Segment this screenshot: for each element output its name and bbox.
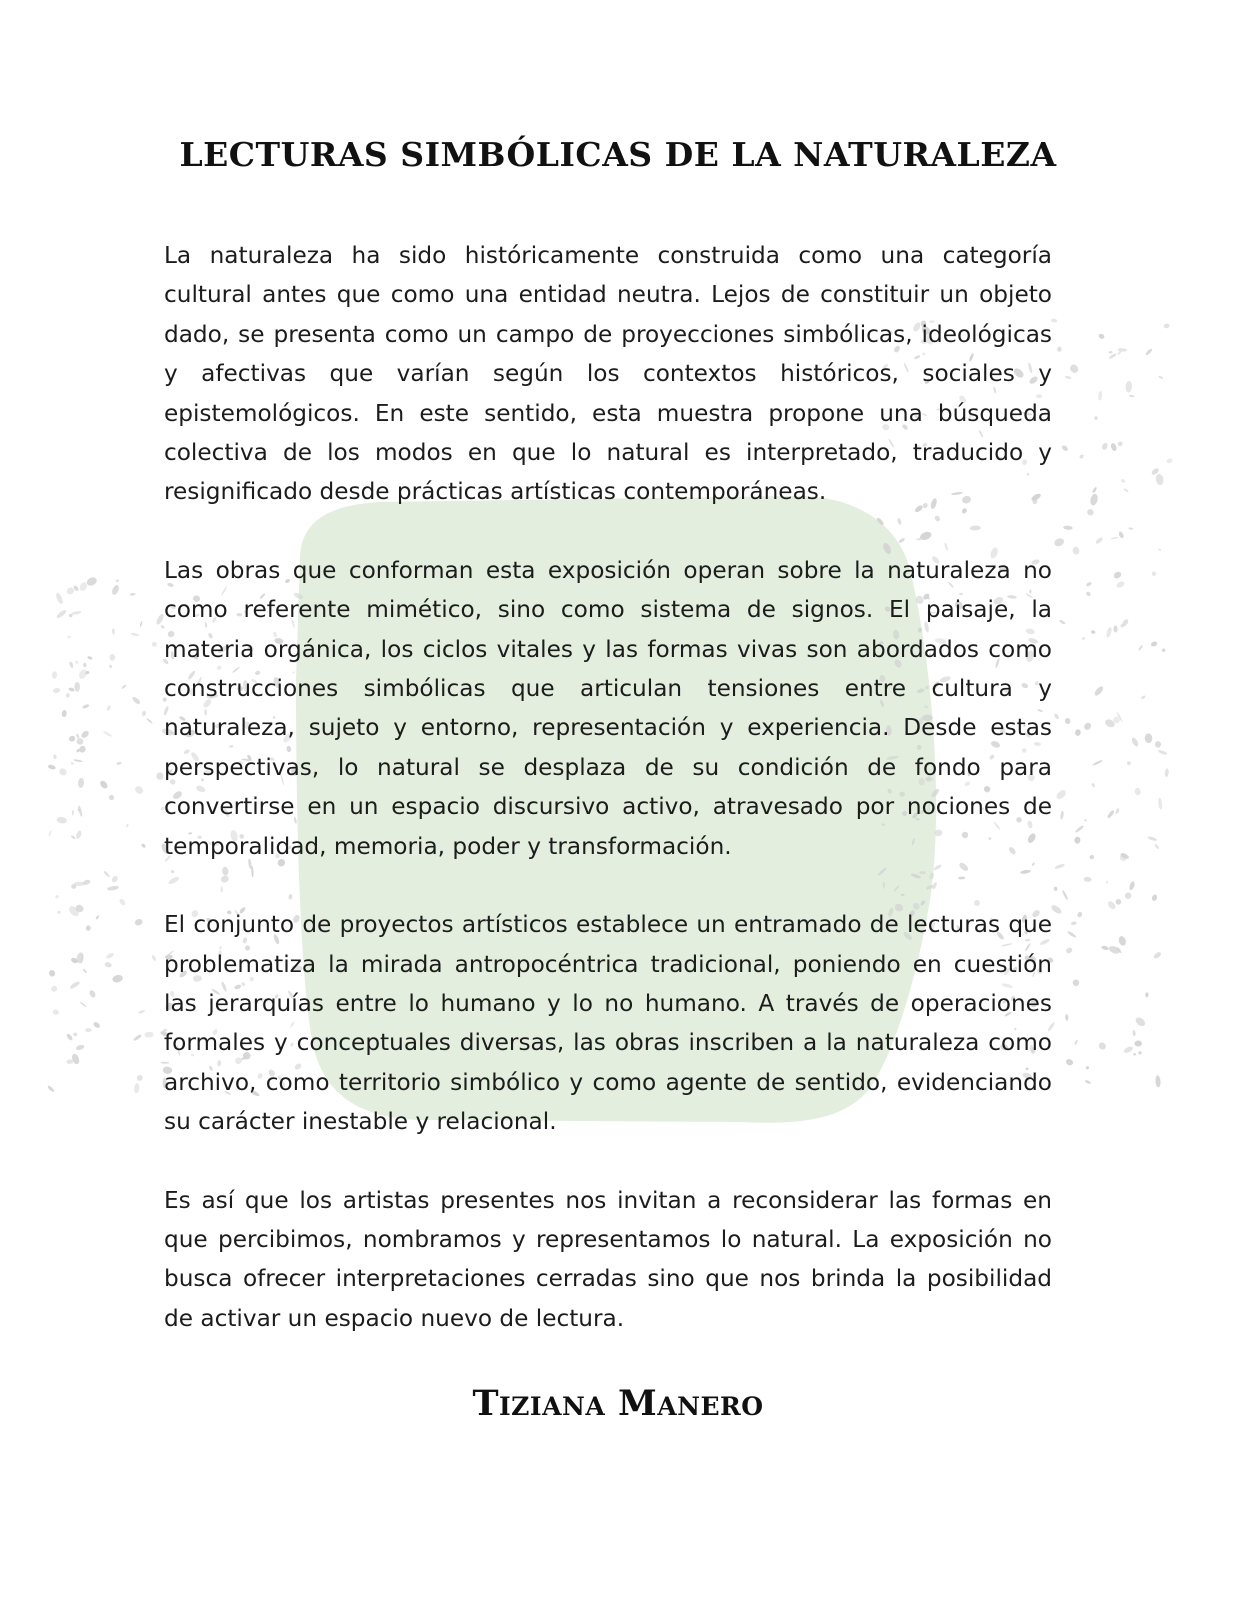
speckle <box>1113 626 1117 633</box>
speckle <box>1138 645 1143 652</box>
author-signature: Tiziana Manero <box>472 1383 764 1424</box>
speckle <box>1131 737 1140 748</box>
paragraph-2: Las obras que conforman esta exposición operan sobre la naturaleza no como referente mimético, sino como sistema de signos. El paisaje, la materia orgánica, los ciclos vitales y las formas vivas son abordados como construcciones simbólicas que articulan tensiones entre cultura y naturaleza, sujeto y entorno, representación y experiencia. Desde estas perspectivas, lo natural se desplaza de su condición de fondo para convertirse en un espacio discursivo activo, atravesado por nociones de temporalidad, memoria, poder y transformación. <box>164 556 1052 860</box>
speckle <box>104 961 112 968</box>
speckle <box>1084 877 1092 883</box>
speckle <box>88 989 96 998</box>
speckle <box>1126 761 1131 766</box>
speckle <box>1060 811 1064 820</box>
speckle <box>1123 488 1129 493</box>
speckle <box>1153 951 1162 960</box>
speckle <box>1163 323 1170 329</box>
speckle <box>1164 768 1169 777</box>
speckle <box>1134 1016 1147 1028</box>
speckle <box>1084 819 1086 821</box>
speckle <box>1128 881 1135 891</box>
speckle <box>1123 1045 1134 1054</box>
speckle <box>141 710 146 716</box>
speckle <box>52 1009 59 1016</box>
speckle <box>1064 717 1071 724</box>
speckle <box>48 969 56 978</box>
speckle <box>156 772 164 780</box>
speckle <box>55 894 60 899</box>
speckle <box>1065 375 1072 379</box>
speckle <box>134 918 143 926</box>
speckle <box>131 696 141 706</box>
speckle <box>146 718 153 724</box>
speckle <box>103 730 113 737</box>
speckle <box>1113 570 1123 580</box>
speckle <box>73 759 82 763</box>
speckle <box>1094 416 1098 420</box>
speckle <box>66 1033 74 1042</box>
speckle <box>82 968 87 973</box>
speckle <box>103 870 110 878</box>
speckle <box>1054 863 1065 870</box>
speckle <box>53 687 61 693</box>
speckle <box>75 733 79 739</box>
speckle <box>99 779 109 790</box>
speckle <box>1120 478 1126 483</box>
speckle <box>1091 783 1095 788</box>
speckle <box>108 794 115 800</box>
speckle <box>1111 537 1119 540</box>
speckle <box>95 915 99 920</box>
speckle <box>1161 648 1166 653</box>
speckle <box>1145 348 1153 356</box>
speckle <box>1108 351 1112 353</box>
speckle <box>140 621 143 627</box>
speckle <box>82 704 90 710</box>
speckle <box>69 980 81 989</box>
speckle <box>1150 641 1158 648</box>
speckle <box>74 682 80 692</box>
speckle <box>1093 685 1104 697</box>
speckle <box>1141 695 1146 700</box>
speckle <box>1098 391 1103 401</box>
speckle <box>1083 721 1093 731</box>
paragraph-4: Es así que los artistas presentes nos invitan a reconsiderar las formas en que percibimos, nombramos y representamos lo natural. La exposición no busca ofrecer interpretaciones cerradas sino que nos brinda la posibilidad de activar un espacio nuevo de lectura. <box>164 1186 1052 1332</box>
speckle <box>1086 581 1093 587</box>
speckle <box>1089 855 1094 859</box>
speckle <box>1155 473 1164 485</box>
speckle <box>85 1028 91 1032</box>
speckle <box>1074 1039 1078 1045</box>
speckle <box>1089 493 1099 506</box>
speckle <box>1079 454 1085 460</box>
speckle <box>58 767 68 776</box>
speckle <box>141 843 146 849</box>
speckle <box>126 823 129 828</box>
speckle <box>1154 844 1160 850</box>
speckle <box>1095 536 1104 544</box>
speckle <box>56 609 68 619</box>
speckle <box>129 593 135 596</box>
speckle <box>71 835 76 840</box>
speckle <box>85 576 98 587</box>
speckle <box>1117 441 1123 447</box>
speckle <box>115 579 119 583</box>
speckle <box>118 898 126 907</box>
speckle <box>53 754 57 759</box>
speckle <box>56 816 67 824</box>
speckle <box>66 693 70 698</box>
speckle <box>71 1053 81 1065</box>
speckle <box>134 785 145 796</box>
speckle <box>151 955 157 962</box>
speckle <box>1075 729 1081 736</box>
speckle <box>130 632 139 637</box>
speckle <box>1151 571 1156 576</box>
speckle <box>1101 945 1109 951</box>
speckle <box>1145 733 1153 743</box>
speckle <box>1057 347 1061 352</box>
speckle <box>87 656 93 661</box>
speckle <box>48 830 52 837</box>
speckle <box>75 1044 85 1051</box>
speckle <box>1125 381 1132 393</box>
speckle <box>75 660 79 664</box>
speckle <box>1133 1053 1136 1056</box>
speckle <box>1108 353 1117 360</box>
speckle <box>1053 713 1059 720</box>
speckle <box>116 762 122 766</box>
speckle <box>1072 546 1080 555</box>
speckle <box>1108 945 1121 956</box>
speckle <box>79 1001 87 1007</box>
speckle <box>1166 458 1173 464</box>
speckle <box>1065 1014 1069 1021</box>
speckle <box>1118 348 1128 352</box>
speckle <box>136 1074 143 1081</box>
speckle <box>112 974 124 984</box>
speckle <box>1072 979 1080 987</box>
speckle <box>1110 442 1118 451</box>
speckle <box>1132 1030 1135 1036</box>
speckle <box>1092 759 1103 766</box>
speckle <box>112 628 115 634</box>
speckle <box>1128 527 1133 530</box>
speckle <box>67 635 71 638</box>
speckle <box>1053 537 1065 548</box>
speckle <box>77 805 83 817</box>
speckle <box>1151 894 1158 902</box>
speckle <box>1129 395 1135 398</box>
speckle <box>92 1021 101 1029</box>
speckle <box>1138 1050 1143 1055</box>
speckle <box>1158 797 1163 809</box>
speckle <box>133 1083 139 1094</box>
speckle <box>1085 1066 1089 1070</box>
speckle <box>107 885 120 891</box>
speckle <box>1061 889 1068 900</box>
speckle <box>1106 900 1117 911</box>
document-title: LECTURAS SIMBÓLICAS DE LA NATURALEZA <box>179 135 1057 174</box>
speckle <box>1091 630 1096 634</box>
speckle <box>1157 749 1167 755</box>
speckle <box>1097 1041 1107 1051</box>
speckle <box>1115 898 1123 906</box>
speckle <box>72 1032 78 1038</box>
speckle <box>1158 548 1162 551</box>
paragraph-3: El conjunto de proyectos artísticos establece un entramado de lecturas que problematiza la mirada antropocéntrica tradicional, poniendo en cuestión las jerarquías entre lo humano y lo no humano. A través de operaciones formales y conceptuales diversas, las obras inscriben a la naturaleza como archivo, como territorio simbólico y como agente de sentido, evidenciando su carácter inestable y relacional. <box>164 911 1052 1136</box>
speckle <box>75 830 82 840</box>
speckle <box>105 952 114 960</box>
speckle <box>111 875 119 884</box>
speckle <box>1053 886 1058 891</box>
speckle <box>1134 1040 1142 1046</box>
speckle <box>55 592 64 605</box>
speckle <box>78 778 85 789</box>
speckle <box>50 985 58 993</box>
speckle <box>47 1085 55 1093</box>
speckle <box>1071 921 1077 925</box>
speckle <box>1106 881 1108 884</box>
speckle <box>151 641 157 647</box>
speckle <box>1145 992 1149 997</box>
speckle <box>1065 946 1073 954</box>
speckle <box>109 654 115 661</box>
speckle <box>1158 376 1163 380</box>
speckle <box>1061 444 1069 452</box>
paragraph-1: La naturaleza ha sido históricamente construida como una categoría cultural antes que como una entidad neutra. Lejos de constituir un objeto dado, se presenta como un campo de proyecciones simbólicas, ideológicas y afectivas que varían según los contextos históricos, sociales y epistemológicos. En este sentido, esta muestra propone una búsqueda colectiva de los modos en que lo natural es interpretado, traducido y resignificado desde prácticas artísticas contemporáneas. <box>164 242 1052 506</box>
speckle <box>1098 333 1106 340</box>
speckle <box>1063 525 1073 530</box>
speckle <box>1085 1079 1092 1084</box>
speckle <box>62 710 67 717</box>
speckle <box>1147 836 1157 842</box>
speckle <box>1068 363 1079 375</box>
speckle <box>1134 787 1141 795</box>
speckle <box>121 684 127 689</box>
speckle <box>1085 591 1091 597</box>
speckle <box>1074 836 1081 844</box>
speckle <box>1118 531 1125 539</box>
speckle <box>1155 1075 1161 1087</box>
speckle <box>1115 808 1120 815</box>
speckle <box>1105 627 1112 639</box>
speckle <box>71 610 82 615</box>
speckle <box>133 1034 143 1042</box>
body-text <box>164 236 1052 1377</box>
speckle <box>1118 935 1127 946</box>
speckle <box>52 671 57 679</box>
speckle <box>1076 911 1083 918</box>
speckle <box>80 729 90 739</box>
speckle <box>111 584 120 596</box>
speckle <box>1067 930 1077 938</box>
speckle <box>1115 580 1125 589</box>
speckle <box>1101 442 1109 451</box>
speckle <box>69 736 76 742</box>
speckle <box>1092 487 1098 494</box>
speckle <box>76 738 84 746</box>
speckle <box>83 663 87 668</box>
speckle <box>138 1009 145 1014</box>
speckle <box>69 661 74 668</box>
speckle <box>57 910 61 914</box>
speckle <box>79 745 87 753</box>
speckle <box>85 925 91 931</box>
speckle <box>1106 809 1115 819</box>
speckle <box>1055 788 1068 800</box>
speckle <box>47 764 56 770</box>
speckle <box>68 687 75 692</box>
speckle <box>1154 741 1161 748</box>
speckle <box>1074 825 1084 834</box>
speckle <box>144 1031 154 1037</box>
speckle <box>1086 508 1095 517</box>
speckle <box>1081 637 1085 641</box>
speckle <box>1065 1058 1074 1066</box>
speckle <box>109 664 113 668</box>
speckle <box>71 762 75 765</box>
speckle <box>106 705 111 712</box>
speckle <box>72 810 75 816</box>
speckle <box>1124 892 1132 900</box>
speckle <box>1059 619 1066 625</box>
